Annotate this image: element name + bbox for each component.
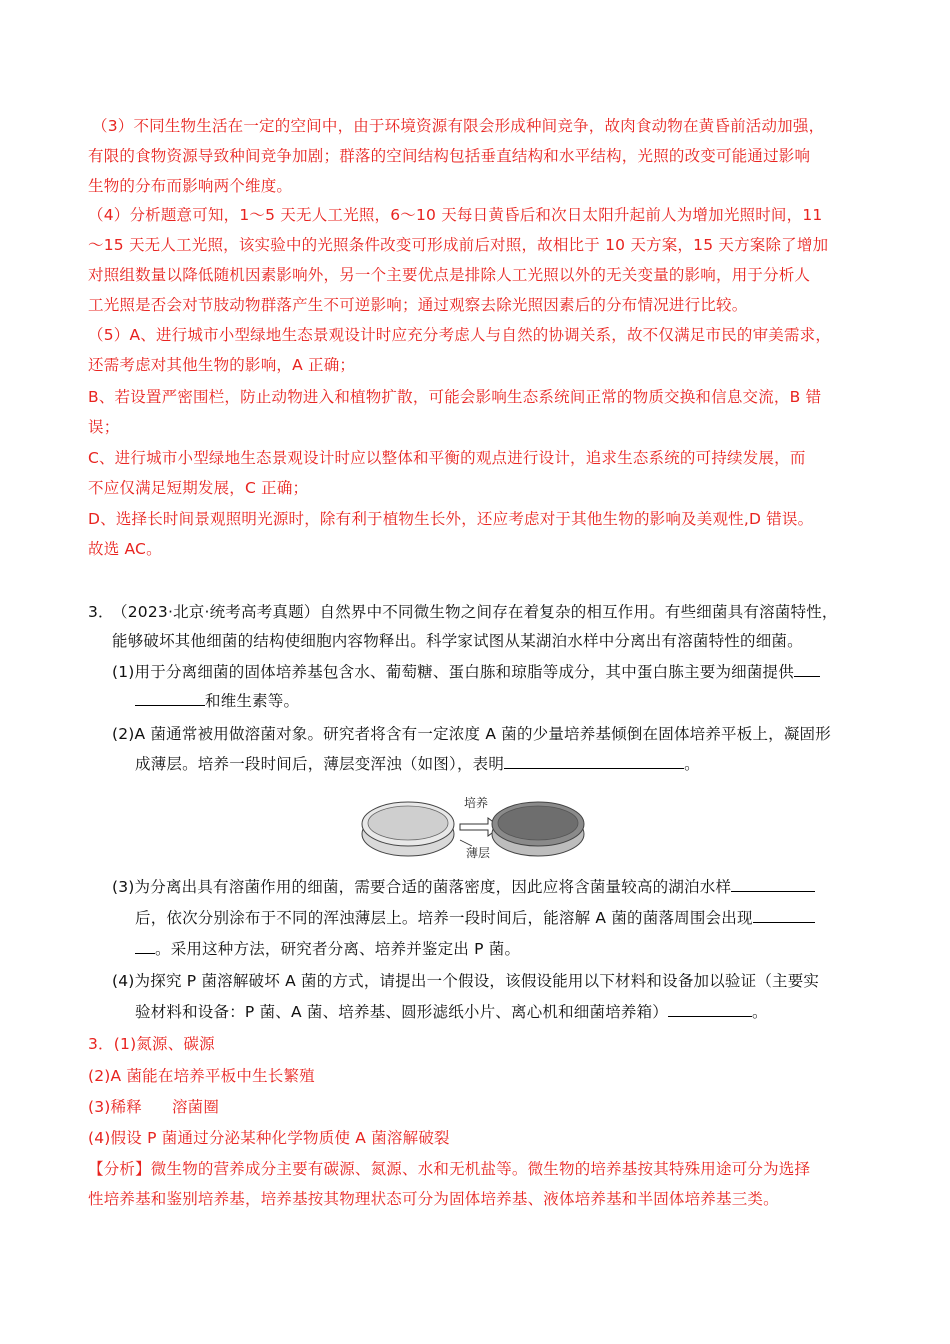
answer3-2: (2)A 菌能在培养平板中生长繁殖: [88, 1067, 315, 1085]
subquestion-4-line: [135, 1001, 768, 1023]
subquestion-4-line: (4)为探究 P 菌溶解破坏 A 菌的方式，请提出一个假设，该假设能用以下材料和设备加以验证（主要实: [112, 972, 820, 990]
answer-p5-line: 还需考虑对其他生物的影响，A 正确；: [88, 356, 356, 374]
analysis-line: 性培养基和鉴别培养基，培养基按其物理状态可分为固体培养基、液体培养基和半固体培养基三类。: [88, 1190, 779, 1208]
answer-p3-line: 有限的食物资源导致种间竞争加剧；群落的空间结构包括垂直结构和水平结构，光照的改变可能通过影响: [88, 147, 811, 165]
question-stem-line: （2023·北京·统考高考真题）自然界中不同微生物之间存在着复杂的相互作用。有些细菌具有溶菌特性，: [112, 603, 838, 621]
subquestion-2-text: 成薄层。培养一段时间后，薄层变浑浊（如图），表明: [135, 755, 505, 773]
answer-blank[interactable]: [731, 876, 815, 892]
answer-c-line: 不应仅满足短期发展，C 正确；: [88, 479, 309, 497]
answer-b-line: B、若设置严密围栏，防止动物进入和植物扩散，可能会影响生态系统间正常的物质交换和信息交流，B 错: [88, 388, 822, 406]
subquestion-1-text: 和维生素等。: [205, 692, 300, 710]
answer-blank[interactable]: [753, 907, 815, 923]
answer-b-line: 误；: [88, 418, 120, 436]
answer3-3: [88, 1096, 219, 1118]
answer-blank[interactable]: [794, 661, 820, 677]
answer-blank[interactable]: [135, 938, 155, 954]
analysis-line: 【分析】微生物的营养成分主要有碳源、氮源、水和无机盐等。微生物的培养基按其特殊用途可分为选择: [88, 1160, 811, 1178]
answer3-3-part1: (3)稀释: [88, 1098, 142, 1116]
subquestion-2-line: [135, 753, 700, 775]
subquestion-1-text: (1)用于分离细菌的固体培养基包含水、葡萄糖、蛋白胨和琼脂等成分，其中蛋白胨主要为细菌提供: [112, 663, 794, 681]
answer-blank[interactable]: [135, 690, 205, 706]
answer-p3-line: 生物的分布而影响两个维度。: [88, 177, 293, 195]
subquestion-3-text: (3)为分离出具有溶菌作用的细菌，需要合适的菌落密度，因此应将含菌量较高的湖泊水样: [112, 878, 732, 896]
subquestion-3-text: 后，依次分别涂布于不同的浑浊薄层上。培养一段时间后，能溶解 A 菌的菌落周围会出现: [135, 909, 753, 927]
subquestion-1-line: [112, 661, 820, 683]
question-stem-line: 能够破坏其他细菌的结构使细胞内容物释出。科学家试图从某湖泊水样中分离出有溶菌特性的细菌。: [112, 632, 803, 650]
subquestion-4-text: 验材料和设备：P 菌、A 菌、培养基、圆形滤纸小片、离心机和细菌培养箱）: [135, 1003, 669, 1021]
answer-p3-line: （3）不同生物生活在一定的空间中，由于环境资源有限会形成种间竞争，故肉食动物在黄昏前活动加强，: [92, 117, 825, 135]
dish-layer-left: [368, 806, 448, 840]
answer3-1: 3．(1)氮源、碳源: [88, 1035, 215, 1053]
answer-d-line: 故选 AC。: [88, 540, 162, 558]
subquestion-2-text: 。: [684, 755, 700, 773]
dish-layer-right: [498, 806, 578, 840]
answer-p4-line: ～15 天无人工光照，该实验中的光照条件改变可形成前后对照，故相比于 10 天方案，15 天方案除了增加: [88, 236, 829, 254]
answer-p4-line: （4）分析题意可知，1～5 天无人工光照，6～10 天每日黄昏后和次日太阳升起前人为增加光照时间，11: [88, 206, 823, 224]
petri-dish-figure: [360, 796, 586, 858]
subquestion-4-text: 。: [752, 1003, 768, 1021]
figure-label-layer: 薄层: [466, 846, 491, 860]
subquestion-3-line: [135, 907, 815, 929]
question-number: 3．: [88, 603, 114, 621]
subquestion-2-line: (2)A 菌通常被用做溶菌对象。研究者将含有一定浓度 A 菌的少量培养基倾倒在固体培养平板上，凝固形: [112, 725, 831, 743]
answer-c-line: C、进行城市小型绿地生态景观设计时应以整体和平衡的观点进行设计，追求生态系统的可持续发展，而: [88, 449, 806, 467]
answer-d-line: D、选择长时间景观照明光源时，除有利于植物生长外，还应考虑对于其他生物的影响及美观性,D 错误。: [88, 510, 814, 528]
answer-p5-line: （5）A、进行城市小型绿地生态景观设计时应充分考虑人与自然的协调关系，故不仅满足市民的审美需求，: [88, 326, 832, 344]
subquestion-3-line: [112, 876, 815, 898]
answer-p4-line: 工光照是否会对节肢动物群落产生不可逆影响；通过观察去除光照因素后的分布情况进行比较。: [88, 296, 748, 314]
subquestion-3-line: [135, 938, 520, 960]
answer3-3-part2: 溶菌圈: [171, 1098, 220, 1116]
subquestion-3-text: 。采用这种方法，研究者分离、培养并鉴定出 P 菌。: [155, 940, 521, 958]
answer3-4: (4)假设 P 菌通过分泌某种化学物质使 A 菌溶解破裂: [88, 1129, 450, 1147]
answer-blank[interactable]: [504, 753, 684, 769]
answer-blank[interactable]: [668, 1001, 752, 1017]
figure-label-culture: 培养: [464, 796, 489, 810]
subquestion-1-line: [135, 690, 299, 712]
answer-p4-line: 对照组数量以降低随机因素影响外，另一个主要优点是排除人工光照以外的无关变量的影响，用于分析人: [88, 266, 811, 284]
